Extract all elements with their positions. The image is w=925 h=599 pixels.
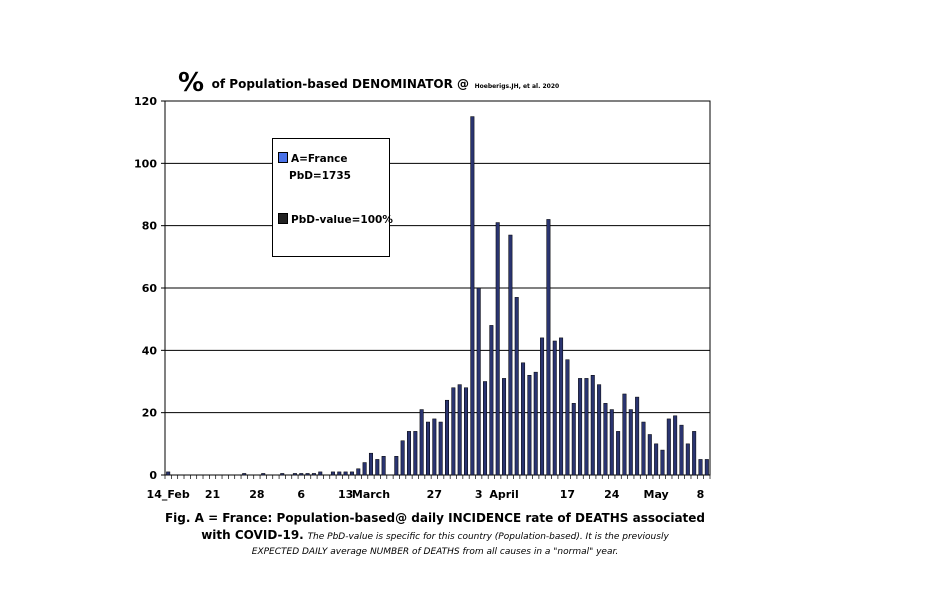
bar: [312, 473, 315, 475]
bar: [344, 472, 347, 475]
bar: [464, 388, 467, 475]
bar: [369, 453, 372, 475]
caption-line-1: Fig. A = France: Population-based@ daily INCIDENCE rate of DEATHS associated: [164, 511, 706, 525]
x-tick-label: April: [489, 488, 519, 501]
bar: [293, 473, 296, 475]
bar: [439, 422, 442, 475]
bar: [407, 431, 410, 475]
y-tick-label: 0: [149, 469, 157, 482]
x-tick-label: 24: [604, 488, 620, 501]
title-percent: %: [178, 68, 205, 98]
x-tick-label: 3: [474, 488, 483, 501]
bar: [559, 338, 562, 475]
x-tick-label: 14_Feb: [146, 488, 190, 501]
title-citation: Hoeberigs.JH, et al. 2020: [474, 83, 560, 90]
bar: [319, 472, 322, 475]
bar: [458, 385, 461, 475]
caption-line-2: with COVID-19.: [201, 528, 304, 542]
figure-caption: [150, 510, 720, 559]
legend-pbd-value: PbD=1735: [289, 170, 351, 182]
x-tick-label: 17: [559, 488, 576, 501]
x-tick-label: 6: [297, 488, 306, 501]
bar: [553, 341, 556, 475]
bar: [629, 410, 632, 475]
bar: [534, 372, 537, 475]
bar: [667, 419, 670, 475]
bar: [509, 235, 512, 475]
y-tick-label: 60: [141, 282, 157, 295]
bar: [680, 425, 683, 475]
bar: [515, 297, 518, 475]
bar: [376, 459, 379, 475]
bar: [597, 385, 600, 475]
bar: [357, 469, 360, 475]
bar: [610, 410, 613, 475]
bar: [686, 444, 689, 475]
bar: [572, 403, 575, 475]
bar: [673, 416, 676, 475]
x-tick-label: 27: [426, 488, 442, 501]
bar: [635, 397, 638, 475]
bar: [692, 431, 695, 475]
bar: [547, 219, 550, 475]
bar: [642, 422, 645, 475]
legend-label-france: A=France: [291, 153, 348, 165]
bar: [578, 378, 581, 475]
x-tick-label: May: [643, 488, 669, 501]
bar: [242, 473, 245, 475]
legend-entry-france: [278, 152, 348, 165]
bar: [433, 419, 436, 475]
bar: [540, 338, 543, 475]
legend: [272, 138, 393, 257]
bar: [401, 441, 404, 475]
caption-line-3: The PbD-value is specific for this country (Population-based). It is the previously: [307, 532, 669, 542]
bar: [699, 459, 702, 475]
bar: [616, 431, 619, 475]
legend-entry-pbd: [289, 170, 351, 182]
x-tick-label: 13: [337, 488, 354, 501]
bar: [281, 473, 284, 475]
bar: [350, 472, 353, 475]
bar: [490, 325, 493, 475]
bar: [261, 473, 264, 475]
bar: [471, 117, 474, 475]
y-tick-label: 120: [134, 95, 157, 108]
bar: [654, 444, 657, 475]
bar: [623, 394, 626, 475]
bar: [395, 456, 398, 475]
legend-swatch-france: [278, 152, 288, 163]
bar: [452, 388, 455, 475]
title-main: of Population-based DENOMINATOR @: [211, 77, 470, 91]
bar: [648, 434, 651, 475]
bar: [382, 456, 385, 475]
bar: [300, 473, 303, 475]
bar: [502, 378, 505, 475]
bar: [331, 472, 334, 475]
bar: [604, 403, 607, 475]
bar: [420, 410, 423, 475]
x-axis-ticks: [147, 475, 710, 501]
bar: [338, 472, 341, 475]
x-tick-label: March: [351, 488, 391, 501]
legend-entry-pbd-percent: [278, 213, 393, 226]
bar: [477, 288, 480, 475]
bar: [591, 375, 594, 475]
y-axis-ticks: [134, 95, 165, 482]
bar: [483, 382, 486, 476]
bar: [445, 400, 448, 475]
y-tick-label: 80: [141, 219, 157, 233]
chart-title: [178, 68, 559, 98]
bar: [661, 450, 664, 475]
bar: [705, 459, 708, 475]
bar: [414, 431, 417, 475]
bar: [585, 378, 588, 475]
bar: [566, 360, 569, 475]
bar: [496, 223, 499, 475]
bar: [521, 363, 524, 475]
x-tick-label: 28: [249, 488, 265, 501]
y-tick-label: 100: [134, 157, 157, 171]
caption-line-4: EXPECTED DAILY average NUMBER of DEATHS from all causes in a "normal" year.: [251, 547, 619, 557]
y-tick-label: 40: [141, 344, 157, 358]
bar: [363, 463, 366, 475]
x-tick-label: 21: [204, 488, 221, 501]
legend-swatch-pbd: [278, 213, 288, 224]
legend-label-pbd-percent: PbD-value=100%: [291, 214, 393, 226]
y-tick-label: 20: [141, 406, 157, 420]
bar: [166, 472, 169, 475]
bar: [426, 422, 429, 475]
x-tick-label: 8: [696, 488, 705, 501]
bar: [306, 473, 309, 475]
bar: [528, 375, 531, 475]
